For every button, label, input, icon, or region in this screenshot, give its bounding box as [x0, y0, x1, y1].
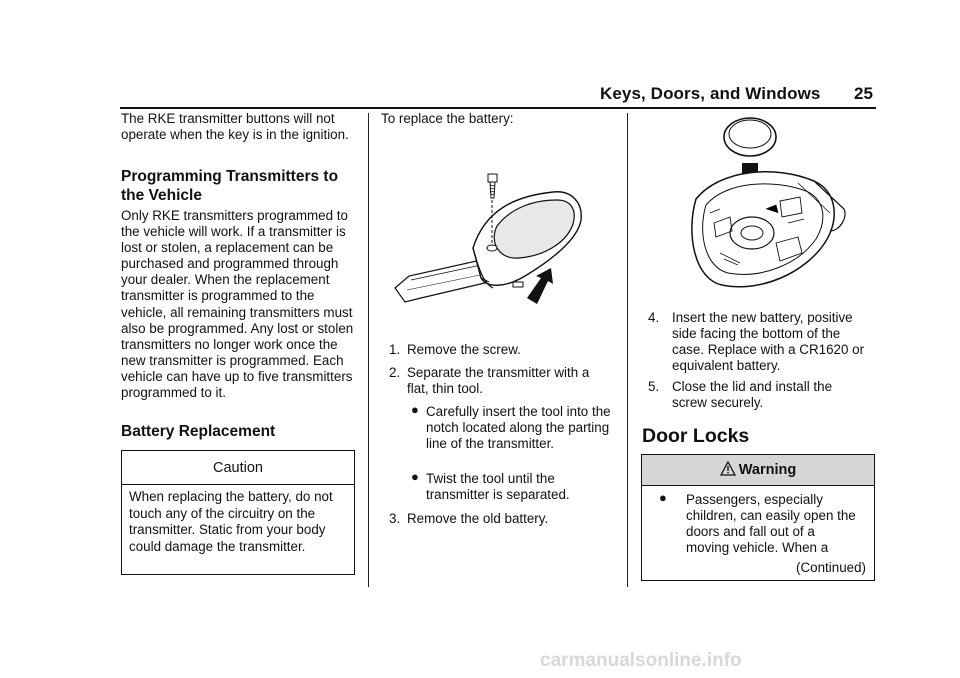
bullet-dot: ●: [659, 490, 667, 505]
bullet-1-text: Carefully insert the tool into the notch located along the parting line of the transmitter.: [426, 404, 611, 452]
step-3-number: 3.: [389, 511, 401, 526]
step-5-number: 5.: [648, 379, 660, 394]
rke-intro-paragraph: The RKE transmitter buttons will not operate when the key is in the ignition.: [121, 111, 349, 143]
continued-label: (Continued): [796, 560, 866, 575]
warning-title: Warning: [738, 462, 797, 478]
coin-battery-icon: [724, 118, 776, 156]
column-divider-2: [627, 113, 628, 587]
page-number: 25: [854, 84, 873, 103]
watermark: carmanualsonline.info: [540, 650, 742, 671]
step-1-number: 1.: [389, 342, 401, 357]
warning-header: [642, 455, 874, 486]
screw-icon: [488, 174, 497, 198]
step-2-number: 2.: [389, 365, 401, 380]
step-3-text: Remove the old battery.: [407, 511, 549, 526]
warning-box: [641, 454, 875, 581]
step-4-number: 4.: [648, 310, 660, 325]
replace-battery-intro: To replace the battery:: [381, 111, 514, 126]
caution-title: Caution: [213, 460, 263, 476]
bullet-2-text: Twist the tool until the transmitter is separated.: [426, 471, 570, 503]
caution-box: [121, 450, 355, 575]
programming-heading: [121, 167, 357, 205]
step-1-text: Remove the screw.: [407, 342, 521, 357]
transmitter-key-illustration: [385, 170, 610, 315]
door-locks-heading: Door Locks: [642, 425, 750, 447]
battery-replacement-heading: Battery Replacement: [121, 423, 276, 440]
caution-text: When replacing the battery, do not touch any of the circuitry on the transmitter. Static from your body could damage the transmitter.: [129, 489, 333, 554]
programming-heading-line1: Programming Transmitters to: [121, 168, 339, 185]
step-4-text: Insert the new battery, positive side facing the bottom of the case. Replace with a CR1620 or equivalent battery.: [672, 310, 865, 374]
running-header-title: Keys, Doors, and Windows: [600, 84, 821, 103]
step-2-text: Separate the transmitter with a flat, thin tool.: [407, 365, 590, 397]
bullet-dot: ●: [411, 402, 419, 417]
header-rule: [120, 107, 876, 109]
warning-bullet-text: Passengers, especially children, can easily open the doors and fall out of a moving vehicle. When a: [686, 492, 856, 556]
programming-heading-line2: the Vehicle: [121, 187, 202, 204]
battery-case-illustration: [680, 113, 850, 303]
caution-divider: [122, 484, 354, 485]
programming-paragraph: Only RKE transmitters programmed to the vehicle will work. If a transmitter is lost or stolen, a replacement can be purchased and programmed through your dealer. When the replacement transmitter is programmed to the vehicle, all remaining transmitters must also be programmed. Any lost or stolen transmitters no longer work once the new transmitter is programmed. Each vehicle can have up to five transmitters programmed to it.: [121, 208, 354, 401]
column-divider-1: [368, 113, 369, 587]
step-5-text: Close the lid and install the screw securely.: [672, 379, 833, 411]
warning-icon: [720, 461, 736, 476]
bullet-dot: ●: [411, 469, 419, 484]
